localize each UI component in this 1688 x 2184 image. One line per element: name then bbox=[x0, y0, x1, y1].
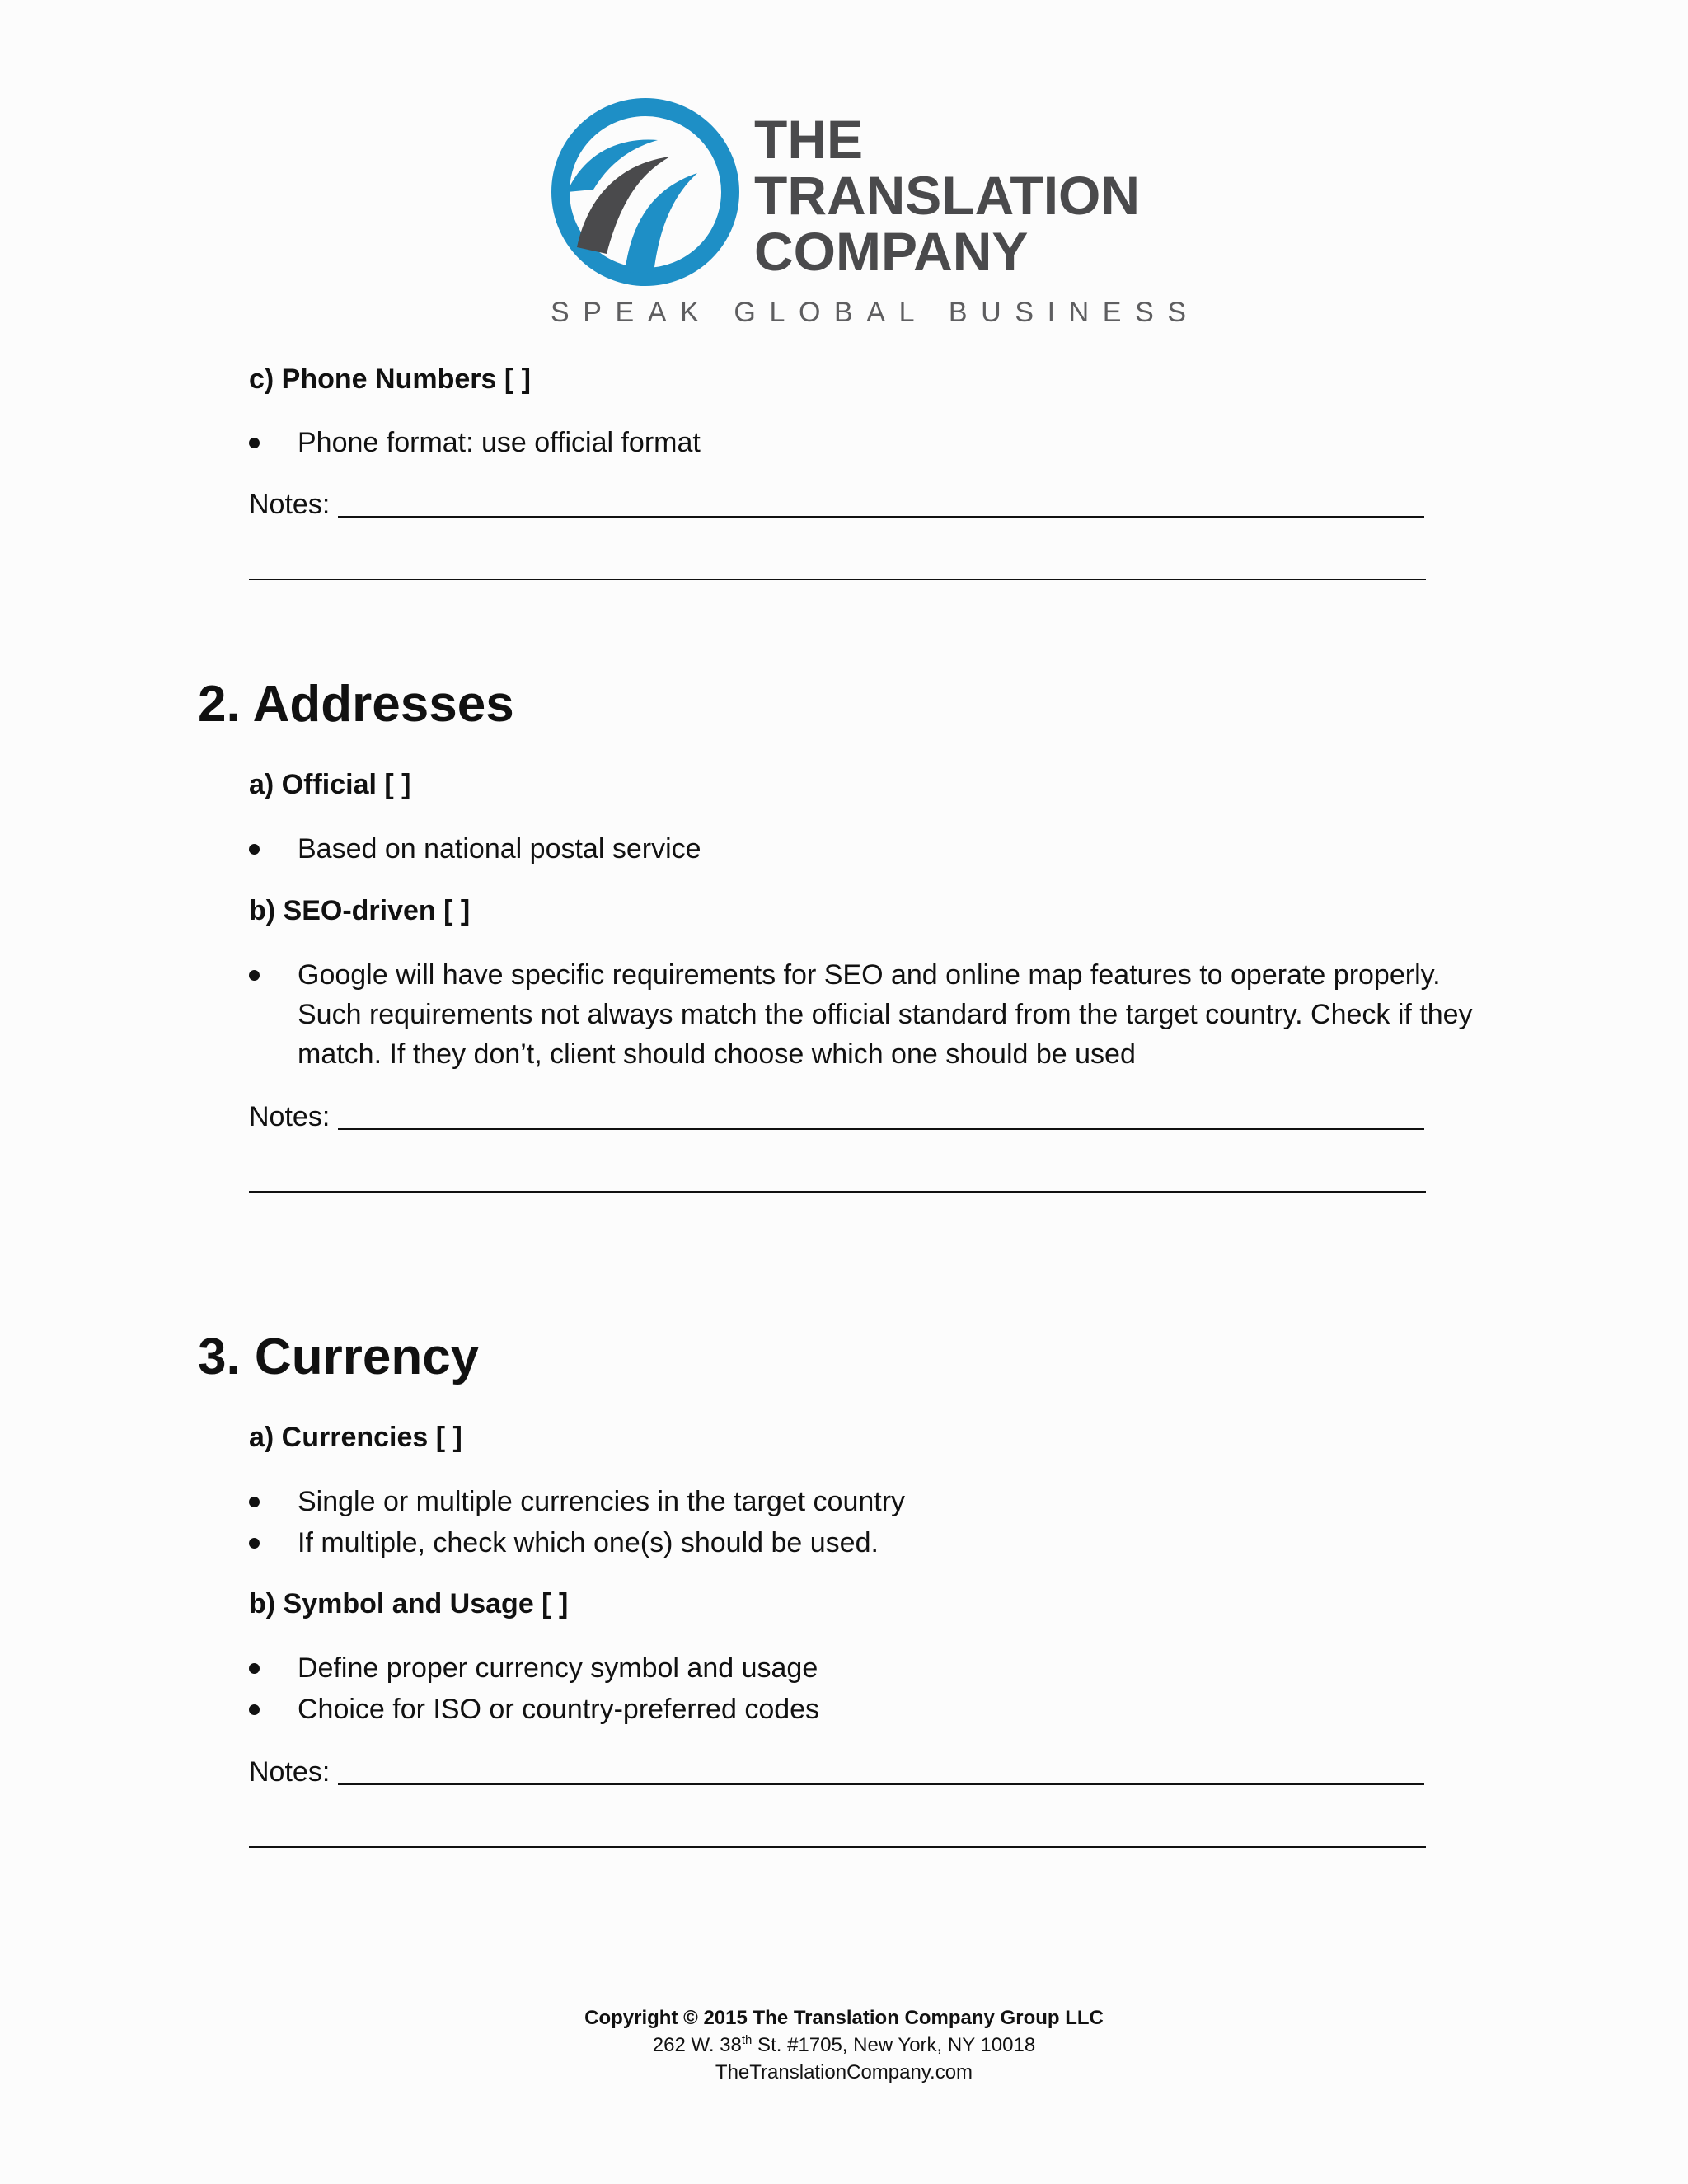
phone-bullet-1: Phone format: use official format bbox=[298, 427, 701, 458]
currency-symbol-bullet-1: Define proper currency symbol and usage bbox=[298, 1652, 818, 1684]
addresses-seo-bullet-line-3: match. If they don’t, client should choose which one should be used bbox=[298, 1038, 1136, 1070]
currency-symbol-heading: b) Symbol and Usage [ ] bbox=[249, 1588, 569, 1619]
bullet-dot bbox=[249, 1663, 260, 1674]
footer-copyright: Copyright © 2015 The Translation Company Group LLC bbox=[584, 2007, 1104, 2029]
currency-section-title: 3. Currency bbox=[198, 1329, 480, 1385]
addresses-notes-line-1[interactable] bbox=[338, 1128, 1424, 1130]
currency-notes-line-2[interactable] bbox=[249, 1846, 1426, 1848]
addresses-seo-bullet-line-1: Google will have specific requirements for SEO and online map features to operate properly. bbox=[298, 959, 1441, 991]
addresses-notes-line-2[interactable] bbox=[249, 1191, 1426, 1193]
addresses-seo-bullet-line-2: Such requirements not always match the official standard from the target country. Check if they bbox=[298, 999, 1473, 1030]
bullet-dot bbox=[249, 438, 260, 448]
bullet-dot bbox=[249, 844, 260, 855]
currency-currencies-bullet-2: If multiple, check which one(s) should be used. bbox=[298, 1527, 879, 1558]
logo-tagline: SPEAK GLOBAL BUSINESS bbox=[551, 297, 1200, 328]
bullet-dot bbox=[249, 1497, 260, 1507]
phone-notes-line-2[interactable] bbox=[249, 579, 1426, 580]
addresses-seo-heading: b) SEO-driven [ ] bbox=[249, 895, 471, 926]
phone-notes-line-1[interactable] bbox=[338, 516, 1424, 518]
footer-address bbox=[0, 2032, 1688, 2059]
footer-website-link[interactable]: TheTranslationCompany.com bbox=[715, 2061, 973, 2083]
addresses-notes-label: Notes: bbox=[249, 1101, 331, 1132]
addresses-section-title: 2. Addresses bbox=[198, 676, 514, 733]
company-logo-icon bbox=[551, 97, 740, 291]
phone-notes-label: Notes: bbox=[249, 489, 331, 520]
footer-address-ordinal: th bbox=[741, 2033, 753, 2047]
phone-numbers-heading: c) Phone Numbers [ ] bbox=[249, 363, 531, 395]
logo-text-the: THE bbox=[754, 109, 863, 170]
addresses-official-heading: a) Official [ ] bbox=[249, 769, 411, 800]
currency-currencies-heading: a) Currencies [ ] bbox=[249, 1422, 462, 1453]
currency-symbol-bullet-2: Choice for ISO or country-preferred codes bbox=[298, 1694, 820, 1725]
bullet-dot bbox=[249, 1538, 260, 1549]
footer-address-street: 262 W. 38 bbox=[652, 2034, 742, 2056]
currency-notes-line-1[interactable] bbox=[338, 1783, 1424, 1785]
bullet-dot bbox=[249, 1704, 260, 1715]
addresses-official-bullet-1: Based on national postal service bbox=[298, 833, 701, 865]
bullet-dot bbox=[249, 970, 260, 981]
footer-address-city: St. #1705, New York, NY 10018 bbox=[752, 2034, 1036, 2056]
currency-notes-label: Notes: bbox=[249, 1756, 331, 1788]
logo-text-company: COMPANY bbox=[754, 221, 1029, 282]
logo-text-translation: TRANSLATION bbox=[754, 165, 1141, 226]
currency-currencies-bullet-1: Single or multiple currencies in the target country bbox=[298, 1486, 906, 1517]
